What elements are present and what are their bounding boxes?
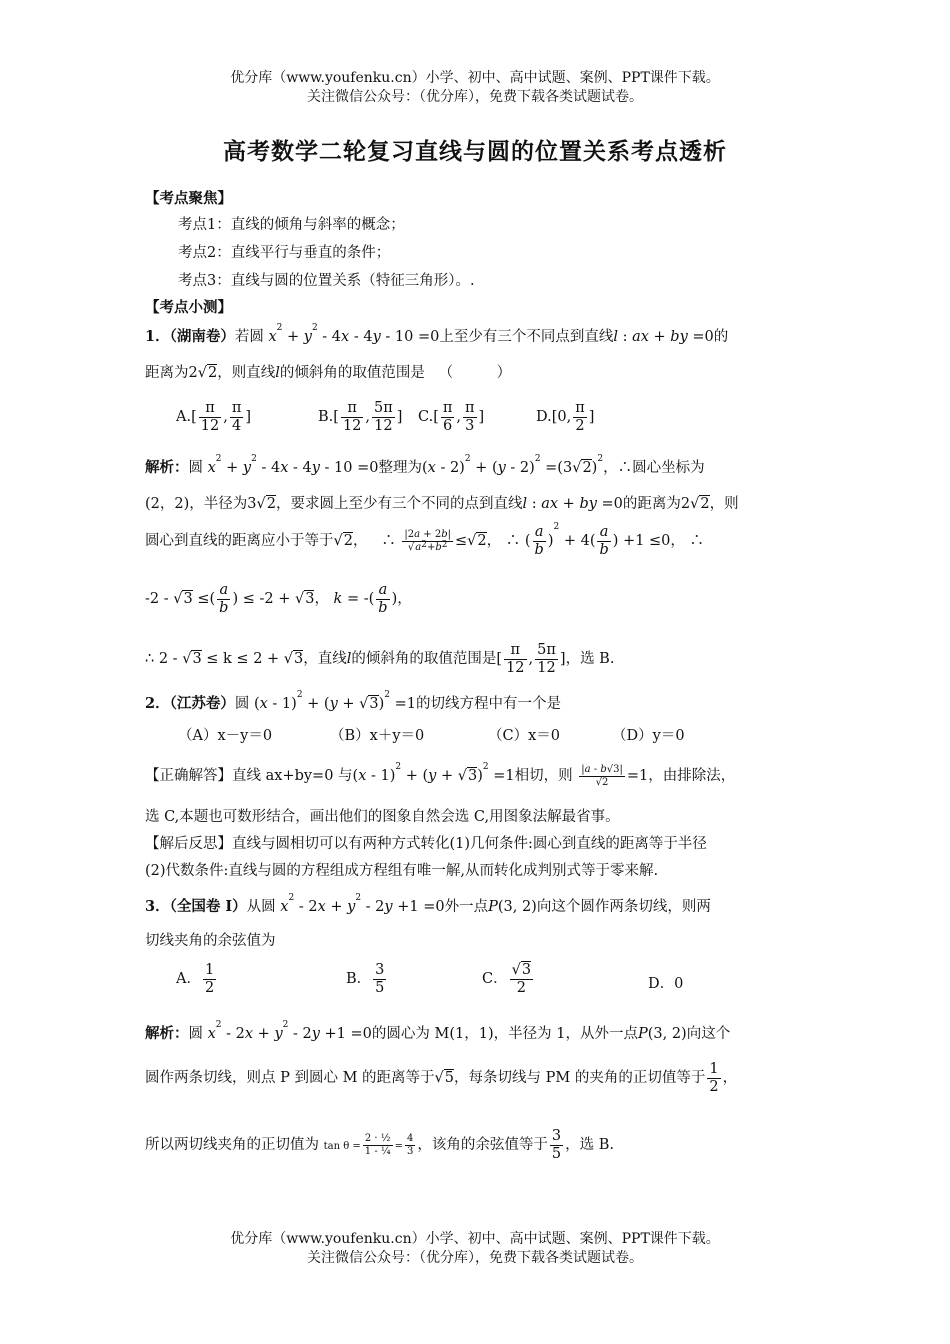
header-line-1: 优分库（www.youfenku.cn）小学、初中、高中试题、案例、PPT课件下载。 — [230, 70, 720, 86]
q3-solution-line-1: 解析：圆 $x^2 - 2x + y^2 - 2y +1 =0$的圆心为 M(1，1)，半径为 1，从外一点P(3, 2)向这个 — [145, 1020, 731, 1042]
focus-heading: 【考点聚焦】 — [145, 190, 232, 207]
q1-option-d: D.[0, $\frac{\pi}{2}$ ] — [536, 400, 595, 434]
footer-line-1: 优分库（www.youfenku.cn）小学、初中、高中试题、案例、PPT课件下载。 — [230, 1231, 720, 1247]
q2-option-b: （B）x＋y＝0 — [330, 728, 425, 744]
q2-answer-line-1: 【正确解答】直线 ax+by=0 与$(x - 1)^2 + (y + √3)^2 =1$相切，则 $\frac{|a - b√3|}{√2}$ =1，由排除法， — [145, 762, 736, 788]
q1-solution-line-3: 圆心到直线的距离应小于等于√2， ∴ $\frac{|2a + 2b|}{√a^2+b^2}$ ≤√2， ∴ ( $\frac{a}{b}$ )$^2$ + 4( $\frac{a}{b}$ ) +1 ≤0， ∴ — [145, 522, 705, 558]
q2-answer-line-2: 选 C,本题也可数形结合，画出他们的图象自然会选 C,用图象法解最省事。 — [145, 809, 620, 825]
q3-option-a: A． $\frac{1}{2}$ — [176, 962, 215, 996]
q2-option-d: （D）y＝0 — [612, 728, 685, 744]
q1-solution-line-4: -2 - √3 ≤( $\frac{a}{b}$ ) ≤ -2 + √3， k = -( $\frac{a}{b}$ )， — [145, 582, 412, 616]
q2-option-a: （A）x－y＝0 — [178, 728, 273, 744]
q2-line-1: 2．（江苏卷）圆 $(x - 1)^2 + (y + √3)^2 =1$的切线方程中有一个是 — [145, 690, 562, 712]
q1-number: 1． — [145, 328, 170, 345]
q2-reflection-line-2: (2)代数条件:直线与圆的方程组成方程组有唯一解,从而转化成判别式等于零来解. — [145, 863, 659, 879]
focus-item-3: 考点3：直线与圆的位置关系（特征三角形）。. — [178, 273, 475, 289]
q1-line-2: 距离为2√2，则直线l的倾斜角的取值范围是 （ ） — [145, 365, 512, 381]
q2-reflection-line-1: 【解后反思】直线与圆相切可以有两种方式转化(1)几何条件:圆心到直线的距离等于半径 — [145, 836, 707, 852]
q1-option-a: A.[ $\frac{\pi}{12}$ , $\frac{\pi}{4}$ ] — [176, 400, 252, 434]
q3-option-c: C． $\frac{√3}{2}$ — [482, 962, 532, 996]
q3-line-2: 切线夹角的余弦值为 — [145, 933, 276, 949]
q3-option-d: D．0 — [648, 976, 684, 992]
q1-line-1: 1．（湖南卷）若圆 $x^2 + y^2 - 4x - 4y - 10 =0$上至少有三个不同点到直线l : ax + by =0的 — [145, 323, 729, 345]
q1-solution-line-2: (2，2)，半径为3√2，要求圆上至少有三个不同的点到直线l : ax + by =0的距离为2√2，则 — [145, 496, 739, 512]
footer-line-2: 关注微信公众号：（优分库），免费下载各类试题试卷。 — [307, 1250, 643, 1266]
q1-source: （湖南卷） — [169, 328, 235, 345]
q3-solution-line-2: 圆作两条切线，则点 P 到圆心 M 的距离等于√5，每条切线与 PM 的夹角的正切值等于 $\frac{1}{2}$ ， — [145, 1061, 738, 1095]
focus-item-1: 考点1：直线的倾角与斜率的概念； — [178, 217, 405, 233]
q1-option-c: C.[ $\frac{\pi}{6}$ , $\frac{\pi}{3}$ ] — [418, 400, 485, 434]
page-title: 高考数学二轮复习直线与圆的位置关系考点透析 — [223, 138, 727, 165]
header-line-2: 关注微信公众号：（优分库），免费下载各类试题试卷。 — [307, 89, 643, 105]
q3-option-b: B． $\frac{3}{5}$ — [346, 962, 385, 996]
q1-option-b: B.[ $\frac{\pi}{12}$ , $\frac{5\pi}{12}$ ] — [318, 400, 403, 434]
focus-item-2: 考点2：直线平行与垂直的条件； — [178, 245, 391, 261]
test-heading: 【考点小测】 — [145, 299, 232, 316]
q3-solution-line-3: 所以两切线夹角的正切值为 tan θ = $\frac{\text{2 · ½}}{\text{1 - ¼}}$ = $\frac{4}{3}$ ，该角的余弦值等于 $\frac{3}{5}$ ，选 B. — [145, 1128, 614, 1162]
q3-line-1: 3．（全国卷 I）从圆 $x^2 - 2x + y^2 - 2y +1 =0$外一点P(3, 2)向这个圆作两条切线，则两 — [145, 893, 711, 915]
q2-option-c: （C）x＝0 — [488, 728, 560, 744]
q1-solution-line-1: 解析：圆 $x^2 + y^2 - 4x - 4y - 10 =0$整理为$(x - 2)^2 + (y - 2)^2 =(3√2)^2$，∴圆心坐标为 — [145, 454, 705, 476]
q1-solution-line-5: ∴ 2 - √3 ≤ k ≤ 2 + √3，直线l的倾斜角的取值范围是[ $\frac{\pi}{12}$ , $\frac{5\pi}{12}$ ]，选 B. — [145, 642, 615, 676]
